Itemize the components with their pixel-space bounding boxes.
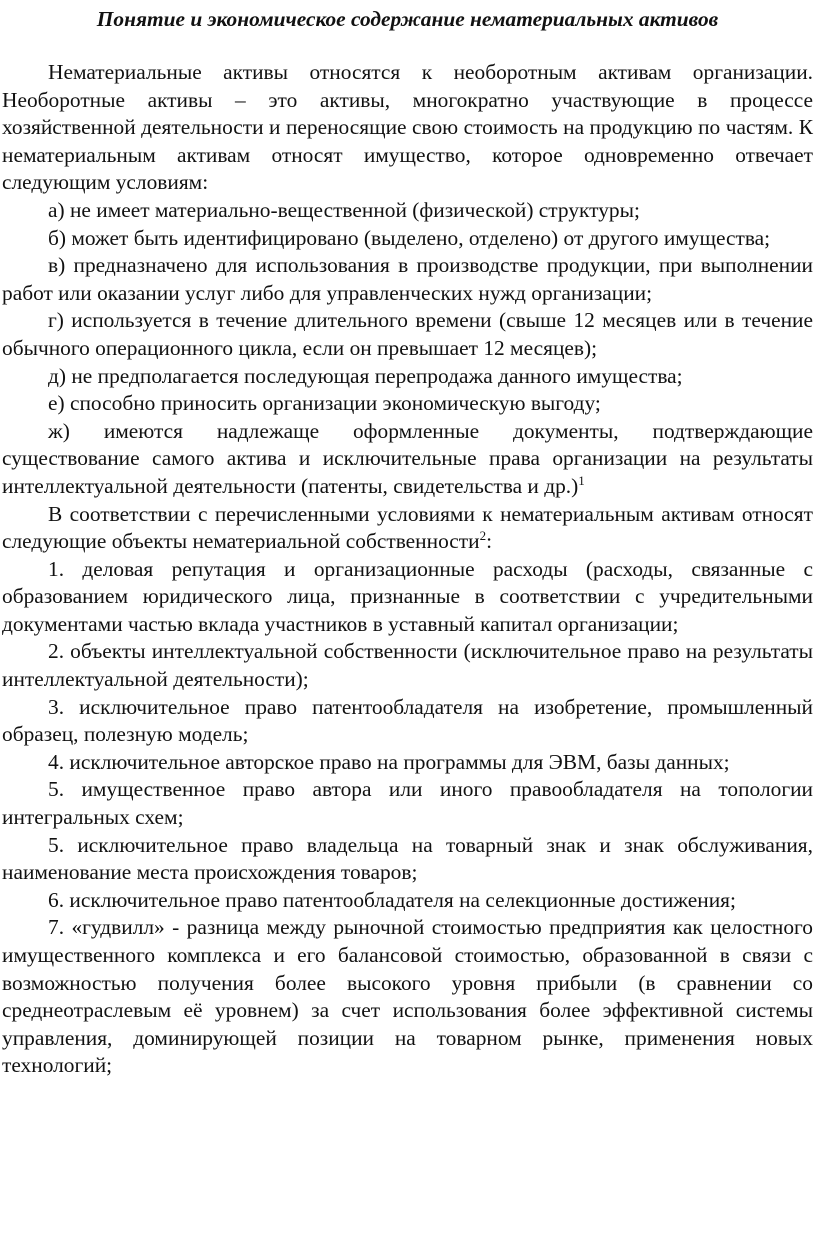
footnote-ref-2[interactable]: 2 — [479, 527, 487, 543]
condition-g: г) используется в течение длительного времени (свыше 12 месяцев или в течение обычного операционного цикла, если он превышает 12 месяцев); — [2, 308, 813, 360]
object-item-3: 3. исключительное право патентообладателя на изобретение, промышленный образец, полезную модель; — [2, 694, 813, 747]
document-title: Понятие и экономическое содержание нематериальных активов — [96, 7, 719, 31]
condition-v: в) предназначено для использования в производстве продукции, при выполнении работ или оказании услуг либо для управленческих нужд организации; — [2, 253, 813, 305]
condition-a: а) не имеет материально-вещественной (физической) структуры; — [48, 197, 640, 222]
intro-paragraph: Нематериальные активы относятся к необоротным активам организации. Необоротные активы – это активы, многократно участвующие в процессе хозяйственной деятельности и переносящие свою стоимость на продукцию по частям. К нематериальным активам относят имущество, которое одновременно отвечает следующим условиям: — [2, 60, 813, 195]
object-item-5a: 5. имущественное право автора или иного правообладателя на топологии интегральных схем; — [2, 777, 813, 830]
objects-intro-colon: : — [486, 529, 493, 554]
condition-e: е) способно приносить организации экономическую выгоду; — [48, 391, 601, 416]
object-item-6: 6. исключительное право патентообладателя на селекционные достижения; — [48, 887, 736, 912]
condition-b: б) может быть идентифицировано (выделено, отделено) от другого имущества; — [48, 225, 771, 250]
condition-zh — [2, 418, 813, 501]
condition-zh-text: ж) имеются надлежаще оформленные документы, подтверждающие существование самого актива и исключительные права организации на результаты интеллектуальной деятельности (патенты, свидетельства и др.) — [2, 418, 813, 498]
footnote-ref-1[interactable]: 1 — [578, 472, 585, 488]
object-item-1: 1. деловая репутация и организационные расходы (расходы, связанные с образованием юридического лица, признанные в соответствии с учредительными документами частью вклада участников в уставный капитал организации; — [2, 556, 813, 636]
condition-d: д) не предполагается последующая перепродажа данного имущества; — [48, 363, 683, 388]
objects-intro-text: В соответствии с перечисленными условиями к нематериальным активам относят следующие объекты нематериальной собственности — [2, 501, 813, 554]
object-item-4: 4. исключительное авторское право на программы для ЭВМ, базы данных; — [48, 749, 730, 774]
object-item-2: 2. объекты интеллектуальной собственности (исключительное право на результаты интеллектуальной деятельности); — [2, 639, 813, 692]
object-item-5b: 5. исключительное право владельца на товарный знак и знак обслуживания, наименование места происхождения товаров; — [2, 832, 813, 885]
title-spacer — [2, 32, 813, 59]
object-item-7: 7. «гудвилл» - разница между рыночной стоимостью предприятия как целостного имущественного комплекса и его балансовой стоимостью, образованной в связи с возможностью получения более высокого уровня прибыли (в сравнении со среднеотраслевым её уровнем) за счет использования более эффективной системы управления, доминирующей позиции на товарном рынке, применения новых технологий; — [2, 915, 813, 1078]
objects-intro-paragraph — [2, 501, 813, 556]
